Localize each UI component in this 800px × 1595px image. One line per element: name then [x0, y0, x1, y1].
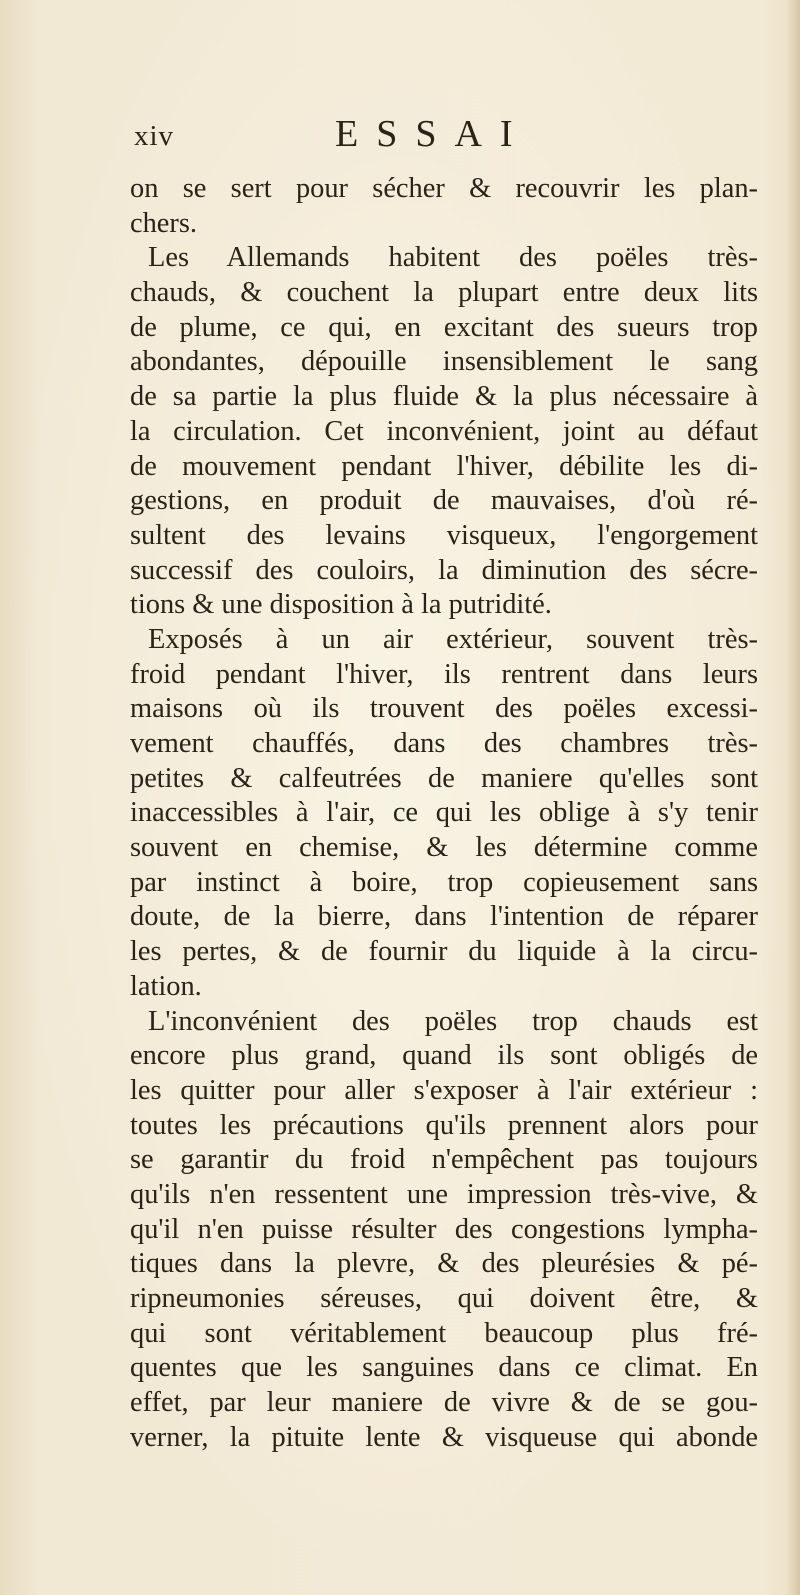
text-line: les quitter pour aller s'exposer à l'air extérieur :	[130, 1074, 758, 1106]
text-line: inaccessibles à l'air, ce qui les oblige à s'y tenir	[130, 797, 758, 829]
text-line: maisons où ils trouvent des poëles excessi-	[130, 693, 758, 725]
text-line: abondantes, dépouille insensiblement le sang	[130, 346, 758, 378]
text-line: la circulation. Cet inconvénient, joint au défaut	[130, 415, 758, 447]
text-line: effet, par leur maniere de vivre & de se gou-	[130, 1387, 758, 1419]
text-line: lation.	[130, 970, 202, 1002]
text-line: de mouvement pendant l'hiver, débilite les di-	[130, 450, 758, 482]
text-line: tions & une disposition à la putridité.	[130, 589, 552, 621]
text-line: L'inconvénient des poëles trop chauds est	[148, 1005, 758, 1037]
text-line: sultent des levains visqueux, l'engorgement	[130, 519, 758, 551]
text-line: doute, de la bierre, dans l'intention de réparer	[130, 901, 758, 933]
text-line: qu'ils n'en ressentent une impression très-vive, &	[130, 1178, 758, 1210]
text-line: les pertes, & de fournir du liquide à la circu-	[130, 936, 758, 968]
page-header	[130, 112, 730, 162]
text-line: gestions, en produit de mauvaises, d'où ré-	[130, 485, 758, 517]
text-line: qui sont véritablement beaucoup plus fré-	[130, 1317, 758, 1349]
text-line: de plume, ce qui, en excitant des sueurs trop	[130, 311, 758, 343]
page-number: xiv	[134, 120, 175, 152]
text-line: chauds, & couchent la plupart entre deux lits	[130, 277, 758, 309]
text-line: ripneumonies séreuses, qui doivent être, &	[130, 1283, 758, 1314]
text-line: de sa partie la plus fluide & la plus nécessaire à	[130, 381, 758, 413]
text-line: par instinct à boire, trop copieusement sans	[130, 866, 758, 898]
text-line: petites & calfeutrées de maniere qu'elles sont	[130, 762, 758, 794]
text-line: chers.	[130, 207, 197, 239]
text-line: quentes que les sanguines dans ce climat. En	[130, 1352, 758, 1384]
text-line: Les Allemands habitent des poëles très-	[148, 242, 758, 274]
text-line: successif des couloirs, la diminution des sécre-	[130, 554, 758, 586]
text-line: froid pendant l'hiver, ils rentrent dans leurs	[130, 658, 758, 690]
text-line: qu'il n'en puisse résulter des congestions lympha-	[130, 1213, 758, 1245]
text-line: Exposés à un air extérieur, souvent très-	[148, 623, 758, 655]
text-line: se garantir du froid n'empêchent pas toujours	[130, 1144, 758, 1176]
text-line: encore plus grand, quand ils sont obligés de	[130, 1040, 758, 1072]
text-line: toutes les précautions qu'ils prennent alors pour	[130, 1109, 758, 1141]
body-text	[130, 172, 758, 1455]
running-title: ESSAI	[335, 113, 531, 155]
text-line: on se sert pour sécher & recouvrir les plan-	[130, 173, 758, 204]
text-line: tiques dans la plevre, & des pleurésies & pé-	[130, 1248, 758, 1280]
page-edge-shadow	[786, 0, 800, 1595]
text-line: souvent en chemise, & les détermine comme	[130, 832, 758, 864]
text-line: verner, la pituite lente & visqueuse qui abonde	[130, 1421, 758, 1453]
text-line: vement chauffés, dans des chambres très-	[130, 728, 758, 759]
